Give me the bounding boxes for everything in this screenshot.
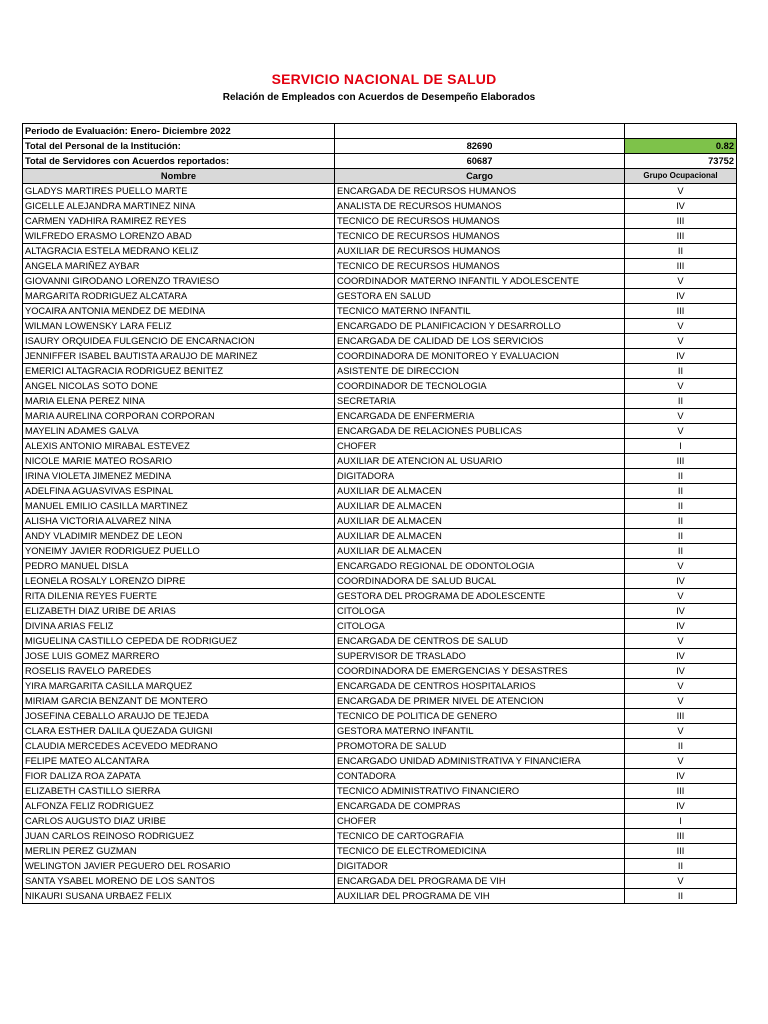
table-row — [23, 289, 737, 304]
table-row — [23, 199, 737, 214]
employee-grupo-cell: V — [625, 724, 737, 739]
employee-grupo-cell: IV — [625, 664, 737, 679]
employee-cargo-cell: AUXILIAR DE ALMACEN — [335, 499, 625, 514]
employee-grupo-cell: IV — [625, 604, 737, 619]
total-personal-label: Total del Personal de la Institución: — [23, 139, 335, 154]
employee-name-cell: MANUEL EMILIO CASILLA MARTINEZ — [23, 499, 335, 514]
employee-name-cell: IRINA VIOLETA JIMENEZ MEDINA — [23, 469, 335, 484]
employee-name-cell: JUAN CARLOS REINOSO RODRIGUEZ — [23, 829, 335, 844]
table-row — [23, 274, 737, 289]
employee-name-cell: ISAURY ORQUIDEA FULGENCIO DE ENCARNACION — [23, 334, 335, 349]
employee-grupo-cell: II — [625, 889, 737, 904]
employee-cargo-cell: ENCARGADA DE PRIMER NIVEL DE ATENCION — [335, 694, 625, 709]
employee-cargo-cell: ENCARGADO DE PLANIFICACION Y DESARROLLO — [335, 319, 625, 334]
employee-grupo-cell: II — [625, 484, 737, 499]
employee-name-cell: ALFONZA FELIZ RODRIGUEZ — [23, 799, 335, 814]
employee-name-cell: NIKAURI SUSANA URBAEZ FELIX — [23, 889, 335, 904]
employee-cargo-cell: TECNICO DE CARTOGRAFIA — [335, 829, 625, 844]
employee-name-cell: LEONELA ROSALY LORENZO DIPRE — [23, 574, 335, 589]
table-row — [23, 799, 737, 814]
period-label: Periodo de Evaluación: Enero- Diciembre 2022 — [23, 124, 335, 139]
column-header-row — [23, 169, 737, 184]
column-header-grupo: Grupo Ocupacional — [625, 169, 737, 184]
employee-grupo-cell: V — [625, 319, 737, 334]
employee-name-cell: DIVINA ARIAS FELIZ — [23, 619, 335, 634]
employee-cargo-cell: CONTADORA — [335, 769, 625, 784]
table-row — [23, 664, 737, 679]
employee-cargo-cell: COORDINADOR DE TECNOLOGIA — [335, 379, 625, 394]
table-row — [23, 394, 737, 409]
employee-cargo-cell: GESTORA MATERNO INFANTIL — [335, 724, 625, 739]
employee-cargo-cell: ENCARGADA DE COMPRAS — [335, 799, 625, 814]
table-row — [23, 874, 737, 889]
employee-cargo-cell: ENCARGADA DE ENFERMERIA — [335, 409, 625, 424]
employee-grupo-cell: IV — [625, 574, 737, 589]
employee-grupo-cell: II — [625, 469, 737, 484]
employee-cargo-cell: COORDINADORA DE SALUD BUCAL — [335, 574, 625, 589]
employee-name-cell: NICOLE MARIE MATEO ROSARIO — [23, 454, 335, 469]
ratio-value: 0.82 — [625, 139, 737, 154]
table-row — [23, 334, 737, 349]
table-row — [23, 784, 737, 799]
employee-grupo-cell: I — [625, 814, 737, 829]
table-row — [23, 739, 737, 754]
table-row — [23, 529, 737, 544]
employee-name-cell: ALEXIS ANTONIO MIRABAL ESTEVEZ — [23, 439, 335, 454]
total-servidores-value: 60687 — [335, 154, 625, 169]
table-row — [23, 754, 737, 769]
employee-name-cell: MARGARITA RODRIGUEZ ALCATARA — [23, 289, 335, 304]
employee-cargo-cell: ASISTENTE DE DIRECCION — [335, 364, 625, 379]
employee-name-cell: CARMEN YADHIRA RAMIREZ REYES — [23, 214, 335, 229]
employee-cargo-cell: SECRETARIA — [335, 394, 625, 409]
total-personal-row — [23, 139, 737, 154]
employee-grupo-cell: II — [625, 859, 737, 874]
table-row — [23, 214, 737, 229]
employee-cargo-cell: TECNICO DE RECURSOS HUMANOS — [335, 259, 625, 274]
employee-name-cell: GLADYS MARTIRES PUELLO MARTE — [23, 184, 335, 199]
employee-cargo-cell: AUXILIAR DE ALMACEN — [335, 484, 625, 499]
employee-name-cell: JOSE LUIS GOMEZ MARRERO — [23, 649, 335, 664]
table-row — [23, 859, 737, 874]
table-row — [23, 814, 737, 829]
employee-grupo-cell: II — [625, 499, 737, 514]
table-row — [23, 244, 737, 259]
table-row — [23, 544, 737, 559]
employee-grupo-cell: IV — [625, 199, 737, 214]
employee-grupo-cell: IV — [625, 289, 737, 304]
employee-grupo-cell: III — [625, 259, 737, 274]
total-servidores-label: Total de Servidores con Acuerdos reportados: — [23, 154, 335, 169]
table-row — [23, 604, 737, 619]
employee-name-cell: ANGEL NICOLAS SOTO DONE — [23, 379, 335, 394]
employee-name-cell: YOCAIRA ANTONIA MENDEZ DE MEDINA — [23, 304, 335, 319]
employee-cargo-cell: SUPERVISOR DE TRASLADO — [335, 649, 625, 664]
table-row — [23, 709, 737, 724]
table-row — [23, 514, 737, 529]
employee-name-cell: MARIA ELENA PEREZ NINA — [23, 394, 335, 409]
table-row — [23, 769, 737, 784]
employee-grupo-cell: V — [625, 679, 737, 694]
employee-cargo-cell: DIGITADOR — [335, 859, 625, 874]
employee-name-cell: MIGUELINA CASTILLO CEPEDA DE RODRIGUEZ — [23, 634, 335, 649]
table-row — [23, 364, 737, 379]
employee-cargo-cell: ENCARGADA DE CENTROS DE SALUD — [335, 634, 625, 649]
employee-grupo-cell: V — [625, 559, 737, 574]
table-row — [23, 484, 737, 499]
employee-cargo-cell: CITOLOGA — [335, 619, 625, 634]
employee-name-cell: PEDRO MANUEL DISLA — [23, 559, 335, 574]
employee-name-cell: MERLIN PEREZ GUZMAN — [23, 844, 335, 859]
document-title: SERVICIO NACIONAL DE SALUD — [271, 71, 497, 87]
employee-cargo-cell: ENCARGADO REGIONAL DE ODONTOLOGIA — [335, 559, 625, 574]
employee-grupo-cell: IV — [625, 619, 737, 634]
total-servidores-right: 73752 — [625, 154, 737, 169]
employee-cargo-cell: ENCARGADA DE RELACIONES PUBLICAS — [335, 424, 625, 439]
employee-grupo-cell: V — [625, 634, 737, 649]
table-row — [23, 184, 737, 199]
employee-grupo-cell: II — [625, 529, 737, 544]
employee-name-cell: WILFREDO ERASMO LORENZO ABAD — [23, 229, 335, 244]
employee-name-cell: JOSEFINA CEBALLO ARAUJO DE TEJEDA — [23, 709, 335, 724]
employee-name-cell: FELIPE MATEO ALCANTARA — [23, 754, 335, 769]
employee-cargo-cell: TECNICO DE ELECTROMEDICINA — [335, 844, 625, 859]
table-row — [23, 619, 737, 634]
employee-grupo-cell: V — [625, 424, 737, 439]
employee-name-cell: ROSELIS RAVELO PAREDES — [23, 664, 335, 679]
employee-name-cell: ALTAGRACIA ESTELA MEDRANO KELIZ — [23, 244, 335, 259]
employee-cargo-cell: TECNICO DE RECURSOS HUMANOS — [335, 229, 625, 244]
employee-grupo-cell: V — [625, 184, 737, 199]
employee-name-cell: JENNIFFER ISABEL BAUTISTA ARAUJO DE MARINEZ — [23, 349, 335, 364]
total-servidores-row — [23, 154, 737, 169]
table-row — [23, 349, 737, 364]
employee-grupo-cell: II — [625, 739, 737, 754]
total-personal-value: 82690 — [335, 139, 625, 154]
employee-cargo-cell: COORDINADORA DE EMERGENCIAS Y DESASTRES — [335, 664, 625, 679]
table-row — [23, 469, 737, 484]
employee-grupo-cell: IV — [625, 769, 737, 784]
employee-name-cell: MAYELIN ADAMES GALVA — [23, 424, 335, 439]
table-row — [23, 439, 737, 454]
employee-name-cell: RITA DILENIA REYES FUERTE — [23, 589, 335, 604]
employee-grupo-cell: V — [625, 589, 737, 604]
employee-cargo-cell: CHOFER — [335, 439, 625, 454]
employee-name-cell: FIOR DALIZA ROA ZAPATA — [23, 769, 335, 784]
employee-cargo-cell: TECNICO DE RECURSOS HUMANOS — [335, 214, 625, 229]
employee-grupo-cell: III — [625, 829, 737, 844]
employee-cargo-cell: DIGITADORA — [335, 469, 625, 484]
employee-name-cell: ADELFINA AGUASVIVAS ESPINAL — [23, 484, 335, 499]
employee-cargo-cell: AUXILIAR DE ALMACEN — [335, 544, 625, 559]
employee-grupo-cell: V — [625, 874, 737, 889]
employee-cargo-cell: AUXILIAR DE ALMACEN — [335, 514, 625, 529]
employee-name-cell: ELIZABETH DIAZ URIBE DE ARIAS — [23, 604, 335, 619]
employee-grupo-cell: III — [625, 304, 737, 319]
employee-name-cell: YONEIMY JAVIER RODRIGUEZ PUELLO — [23, 544, 335, 559]
employee-name-cell: EMERICI ALTAGRACIA RODRIGUEZ BENITEZ — [23, 364, 335, 379]
employee-cargo-cell: TECNICO ADMINISTRATIVO FINANCIERO — [335, 784, 625, 799]
employee-name-cell: CLAUDIA MERCEDES ACEVEDO MEDRANO — [23, 739, 335, 754]
employee-name-cell: MIRIAM GARCIA BENZANT DE MONTERO — [23, 694, 335, 709]
table-row — [23, 499, 737, 514]
employee-grupo-cell: II — [625, 394, 737, 409]
employee-grupo-cell: II — [625, 364, 737, 379]
table-row — [23, 319, 737, 334]
employee-cargo-cell: COORDINADORA DE MONITOREO Y EVALUACION — [335, 349, 625, 364]
employee-name-cell: GIOVANNI GIRODANO LORENZO TRAVIESO — [23, 274, 335, 289]
employee-name-cell: ANGELA MARIÑEZ AYBAR — [23, 259, 335, 274]
document-subtitle: Relación de Empleados con Acuerdos de Desempeño Elaborados — [222, 92, 536, 103]
employee-name-cell: YIRA MARGARITA CASILLA MARQUEZ — [23, 679, 335, 694]
table-row — [23, 559, 737, 574]
employee-name-cell: MARIA AURELINA CORPORAN CORPORAN — [23, 409, 335, 424]
table-row — [23, 679, 737, 694]
table-row — [23, 259, 737, 274]
employee-name-cell: CARLOS AUGUSTO DIAZ URIBE — [23, 814, 335, 829]
table-row — [23, 724, 737, 739]
employee-grupo-cell: IV — [625, 799, 737, 814]
employee-grupo-cell: II — [625, 544, 737, 559]
table-row — [23, 829, 737, 844]
employee-grupo-cell: II — [625, 244, 737, 259]
table-row — [23, 649, 737, 664]
table-row — [23, 589, 737, 604]
employee-cargo-cell: ENCARGADA DE CENTROS HOSPITALARIOS — [335, 679, 625, 694]
employee-cargo-cell: ENCARGADO UNIDAD ADMINISTRATIVA Y FINANCIERA — [335, 754, 625, 769]
employee-cargo-cell: GESTORA DEL PROGRAMA DE ADOLESCENTE — [335, 589, 625, 604]
employee-grupo-cell: III — [625, 784, 737, 799]
employee-cargo-cell: ENCARGADA DE CALIDAD DE LOS SERVICIOS — [335, 334, 625, 349]
employee-cargo-cell: PROMOTORA DE SALUD — [335, 739, 625, 754]
employee-cargo-cell: AUXILIAR DE ALMACEN — [335, 529, 625, 544]
employee-grupo-cell: V — [625, 379, 737, 394]
table-row — [23, 379, 737, 394]
table-row — [23, 304, 737, 319]
employee-cargo-cell: ENCARGADA DEL PROGRAMA DE VIH — [335, 874, 625, 889]
employee-name-cell: WELINGTON JAVIER PEGUERO DEL ROSARIO — [23, 859, 335, 874]
employee-cargo-cell: TECNICO MATERNO INFANTIL — [335, 304, 625, 319]
employee-name-cell: ELIZABETH CASTILLO SIERRA — [23, 784, 335, 799]
employee-name-cell: GICELLE ALEJANDRA MARTINEZ NINA — [23, 199, 335, 214]
column-header-nombre: Nombre — [23, 169, 335, 184]
employee-cargo-cell: ENCARGADA DE RECURSOS HUMANOS — [335, 184, 625, 199]
table-row — [23, 574, 737, 589]
employee-grupo-cell: III — [625, 709, 737, 724]
table-row — [23, 229, 737, 244]
employee-cargo-cell: AUXILIAR DE ATENCION AL USUARIO — [335, 454, 625, 469]
employee-grupo-cell: IV — [625, 349, 737, 364]
employee-grupo-cell: III — [625, 844, 737, 859]
employee-name-cell: CLARA ESTHER DALILA QUEZADA GUIGNI — [23, 724, 335, 739]
employee-cargo-cell: AUXILIAR DEL PROGRAMA DE VIH — [335, 889, 625, 904]
table-row — [23, 454, 737, 469]
employee-grupo-cell: V — [625, 754, 737, 769]
employee-grupo-cell: V — [625, 274, 737, 289]
employee-cargo-cell: AUXILIAR DE RECURSOS HUMANOS — [335, 244, 625, 259]
employee-grupo-cell: V — [625, 334, 737, 349]
employee-name-cell: ALISHA VICTORIA ALVAREZ NINA — [23, 514, 335, 529]
table-row — [23, 424, 737, 439]
employee-cargo-cell: COORDINADOR MATERNO INFANTIL Y ADOLESCENTE — [335, 274, 625, 289]
table-row — [23, 634, 737, 649]
employee-grupo-cell: V — [625, 694, 737, 709]
employee-table — [22, 123, 737, 904]
employee-grupo-cell: II — [625, 514, 737, 529]
table-row — [23, 889, 737, 904]
employee-grupo-cell: III — [625, 214, 737, 229]
employee-cargo-cell: GESTORA EN SALUD — [335, 289, 625, 304]
period-row — [23, 124, 737, 139]
employee-name-cell: ANDY VLADIMIR MENDEZ DE LEON — [23, 529, 335, 544]
employee-grupo-cell: IV — [625, 649, 737, 664]
employee-grupo-cell: III — [625, 454, 737, 469]
employee-grupo-cell: III — [625, 229, 737, 244]
column-header-cargo: Cargo — [335, 169, 625, 184]
employee-grupo-cell: V — [625, 409, 737, 424]
table-row — [23, 409, 737, 424]
employee-grupo-cell: I — [625, 439, 737, 454]
employee-name-cell: SANTA YSABEL MORENO DE LOS SANTOS — [23, 874, 335, 889]
employee-cargo-cell: TECNICO DE POLITICA DE GENERO — [335, 709, 625, 724]
employee-cargo-cell: ANALISTA DE RECURSOS HUMANOS — [335, 199, 625, 214]
table-row — [23, 844, 737, 859]
employee-cargo-cell: CHOFER — [335, 814, 625, 829]
employee-name-cell: WILMAN LOWENSKY LARA FELIZ — [23, 319, 335, 334]
employee-cargo-cell: CITOLOGA — [335, 604, 625, 619]
table-row — [23, 694, 737, 709]
